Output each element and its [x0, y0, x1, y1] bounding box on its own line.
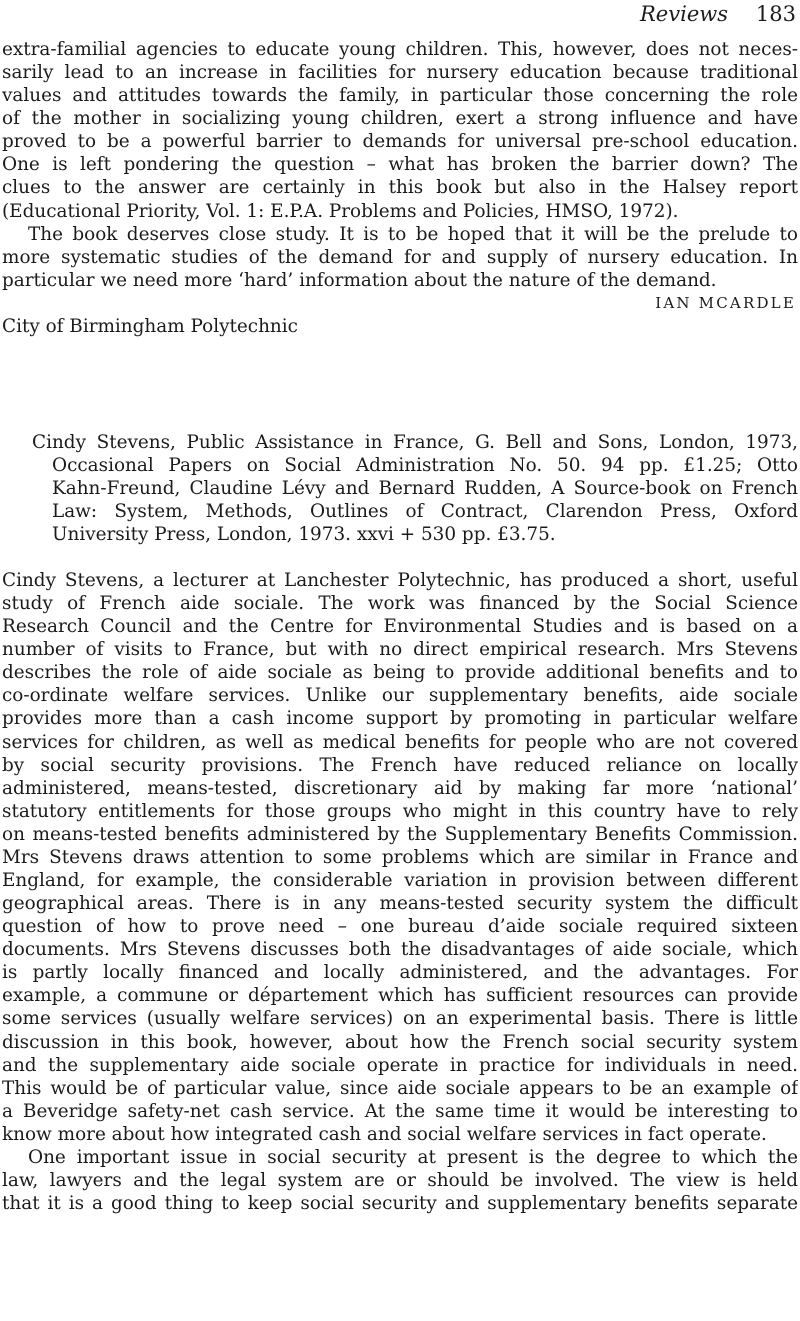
text-line: One important issue in social security at present is the degree to which the: [28, 1146, 798, 1168]
reviewer-affiliation: City of Birmingham Polytechnic: [2, 315, 298, 337]
text-line: of the mother in socializing young children, exert a strong influence and have: [2, 108, 798, 130]
text-line: proved to be a powerful barrier to demands for universal pre-school education.: [2, 131, 798, 153]
text-line: provides more than a cash income support by promoting in particular welfare: [2, 708, 798, 730]
text-line: clues to the answer are certainly in this book but also in the Halsey report: [2, 177, 798, 199]
text-line: England, for example, the considerable variation in provision between different: [2, 870, 798, 892]
text-line: number of visits to France, but with no direct empirical research. Mrs Stevens: [2, 639, 798, 661]
citation-line: Cindy Stevens, Public Assistance in France, G. Bell and Sons, London, 1973,: [32, 432, 798, 453]
text-line: extra-familial agencies to educate young children. This, however, does not neces-: [2, 39, 798, 60]
text-line: law, lawyers and the legal system are or should be involved. The view is held: [2, 1170, 798, 1192]
citation-line: Kahn-Freund, Claudine Lévy and Bernard Rudden, A Source-book on French: [52, 478, 798, 500]
text-line: statutory entitlements for those groups who might in this country have to rely: [2, 800, 798, 822]
text-line: discussion in this book, however, about how the French social security system: [2, 1031, 798, 1053]
text-line: describes the role of aide sociale as being to provide additional benefits and to: [2, 662, 798, 684]
text-line: Mrs Stevens draws attention to some problems which are similar in France and: [2, 846, 798, 868]
text-line: study of French aide sociale. The work was financed by the Social Science: [2, 593, 798, 615]
text-line: sarily lead to an increase in facilities for nursery education because traditional: [2, 62, 798, 84]
text-line: more systematic studies of the demand for and supply of nursery education. In: [2, 246, 798, 268]
running-header-title: Reviews: [640, 2, 728, 26]
text-line: a Beveridge safety-net cash service. At the same time it would be interesting to: [2, 1100, 798, 1122]
text-line: is partly locally financed and locally administered, and the advantages. For: [2, 962, 798, 984]
review-body: [2, 569, 798, 1215]
page-number: 183: [755, 2, 796, 26]
text-line: documents. Mrs Stevens discusses both the disadvantages of aide sociale, which: [2, 939, 798, 961]
running-header: [0, 0, 800, 30]
text-line: values and attitudes towards the family, in particular those concerning the role: [2, 85, 798, 107]
text-line: One is left pondering the question – what has broken the barrier down? The: [2, 154, 798, 176]
text-line: Cindy Stevens, a lecturer at Lanchester Polytechnic, has produced a short, useful: [2, 570, 798, 591]
text-line: example, a commune or département which has sufficient resources can provide: [2, 985, 798, 1007]
text-line: The book deserves close study. It is to be hoped that it will be the prelude to: [28, 223, 798, 245]
text-line: This would be of particular value, since aide sociale appears to be an example of: [2, 1077, 798, 1099]
text-line: administered, means-tested, discretionary aid by making far more ‘national’: [2, 777, 798, 799]
citation-line: Occasional Papers on Social Administration No. 50. 94 pp. £1.25; Otto: [52, 455, 798, 477]
text-line: on means-tested benefits administered by the Supplementary Benefits Commission.: [2, 823, 798, 845]
citation-line: University Press, London, 1973. xxvi + 530 pp. £3.75.: [52, 524, 556, 546]
text-line: Research Council and the Centre for Environmental Studies and is based on a: [2, 616, 798, 638]
text-line: co-ordinate welfare services. Unlike our supplementary benefits, aide sociale: [2, 685, 798, 707]
text-line: question of how to prove need – one bureau d’aide sociale required sixteen: [2, 916, 798, 938]
review-continuation: [2, 38, 798, 338]
text-line: services for children, as well as medical benefits for people who are not covered: [2, 731, 798, 753]
text-line: geographical areas. There is in any means-tested security system the difficult: [2, 893, 798, 915]
book-citation: [32, 431, 798, 546]
text-line: that it is a good thing to keep social security and supplementary benefits separate: [2, 1193, 798, 1215]
text-line: (Educational Priority, Vol. 1: E.P.A. Problems and Policies, HMSO, 1972).: [2, 200, 679, 222]
text-line: particular we need more ‘hard’ information about the nature of the demand.: [2, 269, 717, 291]
text-line: and the supplementary aide sociale operate in practice for individuals in need.: [2, 1054, 798, 1076]
reviewer-name: IAN MCARDLE: [655, 293, 796, 312]
text-line: by social security provisions. The French have reduced reliance on locally: [2, 754, 798, 776]
citation-line: Law: System, Methods, Outlines of Contract, Clarendon Press, Oxford: [52, 501, 798, 523]
text-line: some services (usually welfare services) on an experimental basis. There is little: [2, 1008, 798, 1030]
text-line: know more about how integrated cash and social welfare services in fact operate.: [2, 1123, 767, 1145]
